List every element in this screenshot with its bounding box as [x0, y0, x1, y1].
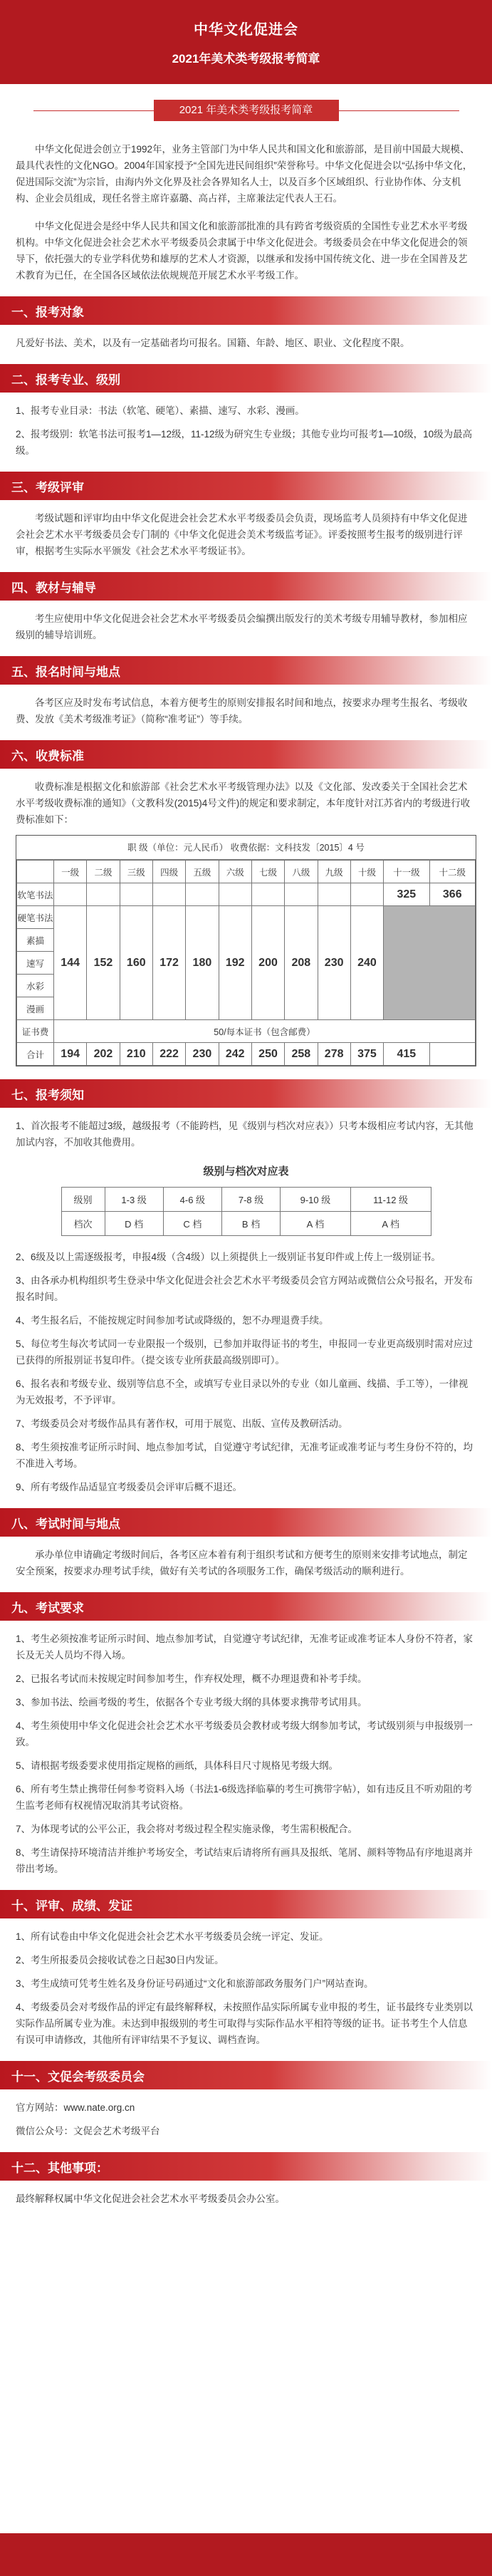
fee-common-cell: 180 — [186, 906, 219, 1020]
section — [0, 364, 492, 459]
fee-row-label: 软笔书法 — [17, 883, 54, 906]
fee-special-cell: 366 — [429, 883, 475, 906]
grade-cell: A 档 — [350, 1212, 431, 1236]
section — [0, 572, 492, 643]
section-paragraph: 1、所有试卷由中华文化促进会社会艺术水平考级委员会统一评定、发证。 — [16, 1931, 329, 1942]
section — [0, 1079, 492, 1495]
header — [0, 0, 492, 84]
fee-cell — [219, 883, 251, 906]
level-cell: 4-6 级 — [163, 1188, 221, 1212]
fee-cell — [251, 883, 284, 906]
section-paragraph: 5、每位考生每次考试同一专业限报一个级别，已参加并取得证书的考生，申报同一专业更高级别时需对应过已获得的所报别证书复印件。（提交该专业所获最高级别即可）。 — [16, 1339, 473, 1366]
fee-level-header: 六级 — [219, 861, 251, 883]
section-body — [0, 500, 492, 559]
intro-paragraph: 中华文化促进会是经中华人民共和国文化和旅游部批准的具有跨省考级资质的全国性专业艺术水平考级机构。中华文化促进会社会艺术水平考级委员会隶属于中华文化促进会。考级委员会在中华文化促进会的领导下，依托强大的专业学科优势和雄厚的艺术人才资源，以继承和发扬中国传统文化、进一步在全国普及艺术教育为已任，在全国各区域依法依规规范开展艺术水平考级工作。 — [16, 221, 468, 281]
fee-level-header: 九级 — [318, 861, 350, 883]
section-paragraph: 考级试题和评审均由中华文化促进会社会艺术水平考级委员会负责，现场监考人员须持有中华文化促进会社会艺术水平考级委员会专门制的《中华文化促进会美术考级监考证》。评委按照考生报考的级别进行评审，根据考生实际水平颁发《社会艺术水平考级证书》。 — [16, 513, 468, 556]
section-body — [0, 601, 492, 643]
fee-total-cell — [429, 1043, 475, 1066]
section-paragraph: 4、考生报名后，不能按规定时间参加考试或降级的，恕不办理退费手续。 — [16, 1315, 329, 1326]
section-paragraph: 1、首次报考不能超过3级，越级报考（不能跨档，见《级别与档次对应表》）只考本级相应考试内容，无其他加试内容，不加收其他费用。 — [16, 1121, 473, 1148]
section-title: 十、评审、成绩、发证 — [0, 1890, 492, 1918]
fee-row-label: 水彩 — [17, 975, 54, 997]
page-title: 2021年美术类考级报考简章 — [172, 52, 320, 66]
fee-row-label: 素描 — [17, 929, 54, 952]
section-paragraph: 1、报考专业目录：书法（软笔、硬笔）、素描、速写、水彩、漫画。 — [16, 405, 305, 416]
sections — [0, 296, 492, 2207]
fee-corner — [17, 861, 54, 883]
fee-cell — [152, 883, 185, 906]
fee-level-header: 十一级 — [384, 861, 429, 883]
fee-total-cell: 415 — [384, 1043, 429, 1066]
section-title: 九、考试要求 — [0, 1592, 492, 1621]
section — [0, 472, 492, 559]
section — [0, 1508, 492, 1579]
fee-common-cell: 192 — [219, 906, 251, 1020]
fee-level-header: 十二级 — [429, 861, 475, 883]
fee-level-header: 五级 — [186, 861, 219, 883]
section-paragraph: 3、考生成绩可凭考生姓名及身份证号码通过“文化和旅游部政务服务门户”网站查询。 — [16, 1978, 374, 1989]
level-cell: 7-8 级 — [221, 1188, 280, 1212]
section-paragraph: 最终解释权属中华文化促进会社会艺术水平考级委员会办公室。 — [16, 2193, 285, 2204]
section-paragraph: 4、考生须使用中华文化促进会社会艺术水平考级委员会教材或考级大纲参加考试，考试级别须与申报级别一致。 — [16, 1720, 473, 1747]
fee-total-cell: 230 — [186, 1043, 219, 1066]
section-paragraph: 6、报名表和考级专业、级别等信息不全，或填写专业目录以外的专业（如儿童画、线描、手工等），一律视为无效报考，不予评审。 — [16, 1378, 469, 1406]
section-paragraph: 1、考生必须按准考证所示时间、地点参加考试，自觉遵守考试纪律，无准考证或准考证本人身份不符者，家长及无关人员均不得入场。 — [16, 1634, 473, 1661]
fee-table-grid — [16, 860, 476, 1066]
section-title: 八、考试时间与地点 — [0, 1508, 492, 1537]
fee-total-cell: 375 — [350, 1043, 383, 1066]
section-paragraph: 7、为体现考试的公平公正，我会将对考级过程全程实施录像，考生需积极配合。 — [16, 1824, 358, 1834]
fee-level-header: 三级 — [120, 861, 152, 883]
fee-total-cell: 278 — [318, 1043, 350, 1066]
section-paragraph: 6、所有考生禁止携带任何参考资料入场（书法1-6级选择临摹的考生可携带字帖），如有违反且不听劝阻的考生监考老师有权视情况取消其考试资格。 — [16, 1784, 473, 1811]
section-paragraph: 各考区应及时发布考试信息，本着方便考生的原则安排报名时间和地点，按要求办理考生报名、考级收费、发放《美术考级准考证》（简称“准考证”）等手续。 — [16, 697, 468, 724]
fee-common-cell: 172 — [152, 906, 185, 1020]
section-title: 六、收费标准 — [0, 740, 492, 769]
fee-level-header: 十级 — [350, 861, 383, 883]
section-paragraph: 2、已报名考试而未按规定时间参加考生，作弃权处理，概不办理退费和补考手续。 — [16, 1673, 367, 1684]
section-paragraph: 8、考生须按准考证所示时间、地点参加考试，自觉遵守考试纪律，无准考证或准考证与考生身份不符的，均不准进入考场。 — [16, 1442, 473, 1469]
footer-bar — [0, 2533, 492, 2576]
fee-total-cell: 202 — [87, 1043, 120, 1066]
intro — [0, 121, 492, 284]
section-paragraph: 2、考生所报委员会接收试卷之日起30日内发证。 — [16, 1955, 224, 1965]
fee-total-cell: 210 — [120, 1043, 152, 1066]
section — [0, 296, 492, 351]
level-cell: 11-12 级 — [350, 1188, 431, 1212]
fee-total-cell: 194 — [54, 1043, 87, 1066]
fee-cell — [186, 883, 219, 906]
level-row-label: 档次 — [61, 1212, 105, 1236]
section — [0, 1890, 492, 2048]
section — [0, 740, 492, 1066]
fee-total-cell: 250 — [251, 1043, 284, 1066]
fee-row-label: 证书费 — [17, 1020, 54, 1043]
section-paragraph: 凡爱好书法、美术，以及有一定基础者均可报名。国籍、年龄、地区、职业、文化程度不限。 — [16, 338, 410, 348]
section-paragraph: 3、参加书法、绘画考级的考生，依据各个专业考级大纲的具体要求携带考试用具。 — [16, 1697, 367, 1708]
fee-common-cell: 152 — [87, 906, 120, 1020]
section-title: 十一、文促会考级委员会 — [0, 2061, 492, 2089]
section-paragraph: 4、考级委员会对考级作品的评定有最终解释权，未按照作品实际所属专业申报的考生，证书最终专业类别以实际作品所属专业为准。未达到申报级别的考生可取得与实际作品水平相符等级的证书。证书考生个人信息有误可申请修改，其他所有评审结果不予复议、调档查询。 — [16, 2002, 473, 2045]
section-body — [0, 2181, 492, 2207]
fee-common-cell: 208 — [285, 906, 318, 1020]
section-body — [0, 685, 492, 727]
grade-cell: A 档 — [281, 1212, 351, 1236]
level-table-title: 级别与档次对应表 — [203, 1165, 289, 1178]
level-cell: 9-10 级 — [281, 1188, 351, 1212]
section-paragraph: 收费标准是根据文化和旅游部《社会艺术水平考级管理办法》以及《文化部、发改委关于全国社会艺术水平考级收费标准的通知》（文教科发(2015)4号文件)的规定和要求制定，本年度针对江苏省内的考级进行收费标准如下： — [16, 781, 471, 825]
section — [0, 2061, 492, 2139]
fee-common-cell: 160 — [120, 906, 152, 1020]
fee-table — [16, 835, 476, 1066]
section-paragraph: 9、所有考级作品适显宜考级委员会评审后概不退还。 — [16, 1482, 243, 1492]
org-name: 中华文化促进会 — [194, 22, 298, 38]
fee-level-header: 四级 — [152, 861, 185, 883]
section-body — [0, 769, 492, 828]
grade-cell: B 档 — [221, 1212, 280, 1236]
level-cell: 1-3 级 — [105, 1188, 163, 1212]
fee-cell — [285, 883, 318, 906]
section-paragraph: 承办单位申请确定考级时间后，各考区应本着有利于组织考试和方便考生的原则来安排考试地点，制定安全预案，按要求办理考试手续，做好有关考试的各项服务工作，确保考级活动的顺利进行。 — [16, 1549, 468, 1577]
fee-row-label: 速写 — [17, 952, 54, 975]
section-title: 四、教材与辅导 — [0, 572, 492, 601]
section-paragraph: 5、请根据考级委要求使用指定规格的画纸，具体科目尺寸规格见考级大纲。 — [16, 1760, 339, 1771]
fee-special-cell: 325 — [384, 883, 429, 906]
fee-cell — [120, 883, 152, 906]
fee-common-cell: 240 — [350, 906, 383, 1020]
fee-common-cell: 144 — [54, 906, 87, 1020]
fee-row-label: 合计 — [17, 1043, 54, 1066]
level-table — [61, 1187, 431, 1236]
grade-cell: D 档 — [105, 1212, 163, 1236]
level-row-label: 级别 — [61, 1188, 105, 1212]
section-title: 一、报考对象 — [0, 296, 492, 325]
section-title: 三、考级评审 — [0, 472, 492, 500]
section — [0, 656, 492, 727]
section-body — [0, 1537, 492, 1579]
section-body — [0, 1621, 492, 1877]
fee-level-header: 一级 — [54, 861, 87, 883]
section-title: 二、报考专业、级别 — [0, 364, 492, 393]
fee-caption: 职 级（单位：元人民币） 收费依据：文科技发〔2015〕4 号 — [16, 836, 476, 860]
section — [0, 2152, 492, 2207]
section-body — [0, 393, 492, 459]
section-paragraph: 2、报考级别：软笔书法可报考1—12级，11-12级为研究生专业级；其他专业均可报考1—10级，10级为最高级。 — [16, 429, 473, 456]
section-title: 五、报名时间与地点 — [0, 656, 492, 685]
section-title: 七、报考须知 — [0, 1079, 492, 1108]
fee-cert-cell: 50/每本证书（包含邮费） — [54, 1020, 476, 1043]
section-paragraph: 3、由各承办机构组织考生登录中华文化促进会社会艺术水平考级委员会官方网站或微信公众号报名，开发布报名时间。 — [16, 1275, 473, 1302]
fee-row-label: 硬笔书法 — [17, 906, 54, 929]
fee-total-cell: 258 — [285, 1043, 318, 1066]
grade-cell: C 档 — [163, 1212, 221, 1236]
fee-cell — [54, 883, 87, 906]
section-paragraph: 8、考生请保持环境清洁并维护考场安全，考试结束后请将所有画具及报纸、笔屑、颜料等物品有序地退离并带出考场。 — [16, 1847, 473, 1874]
section-paragraph: 考生应使用中华文化促进会社会艺术水平考级委员会编撰出版发行的美术考级专用辅导教材，参加相应级别的辅导培训班。 — [16, 613, 468, 640]
fee-level-header: 八级 — [285, 861, 318, 883]
section — [0, 1592, 492, 1877]
section-body — [0, 1918, 492, 2048]
fee-level-header: 七级 — [251, 861, 284, 883]
section-body — [0, 325, 492, 351]
fee-row-label: 漫画 — [17, 997, 54, 1020]
fee-common-cell: 230 — [318, 906, 350, 1020]
fee-cell — [87, 883, 120, 906]
section-body — [0, 1108, 492, 1495]
section-paragraph: 微信公众号：文促会艺术考级平台 — [16, 2126, 160, 2136]
section-title: 十二、其他事项： — [0, 2152, 492, 2181]
section-paragraph: 7、考级委员会对考级作品具有著作权，可用于展览、出版、宣传及教研活动。 — [16, 1418, 348, 1429]
fee-level-header: 二级 — [87, 861, 120, 883]
intro-paragraph: 中华文化促进会创立于1992年，业务主管部门为中华人民共和国文化和旅游部，是目前中国最大规模、最具代表性的文化NGO。2004年国家授予“全国先进民间组织”荣誉称号。中华文化促进会以“弘扬中华文化，促进国际交流”为宗旨，由海内外文化界及社会各界知名人士，以及百多个区域组织、行业协作体、分支机构、企业会员组成，现任名誉主席许嘉璐、高占祥，主席兼法定代表人王石。 — [16, 144, 473, 204]
fee-total-cell: 242 — [219, 1043, 251, 1066]
fee-unavailable-cell — [384, 906, 476, 1020]
fee-cell — [350, 883, 383, 906]
fee-common-cell: 200 — [251, 906, 284, 1020]
subtitle-banner: 2021 年美术类考级报考简章 — [154, 100, 339, 121]
section-paragraph: 官方网站：www.nate.org.cn — [16, 2102, 135, 2113]
section-paragraph: 2、6级及以上需逐级报考，申报4级（含4级）以上须提供上一级别证书复印件或上传上一级别证书。 — [16, 1252, 441, 1262]
fee-cell — [318, 883, 350, 906]
section-body — [0, 2089, 492, 2139]
fee-total-cell: 222 — [152, 1043, 185, 1066]
